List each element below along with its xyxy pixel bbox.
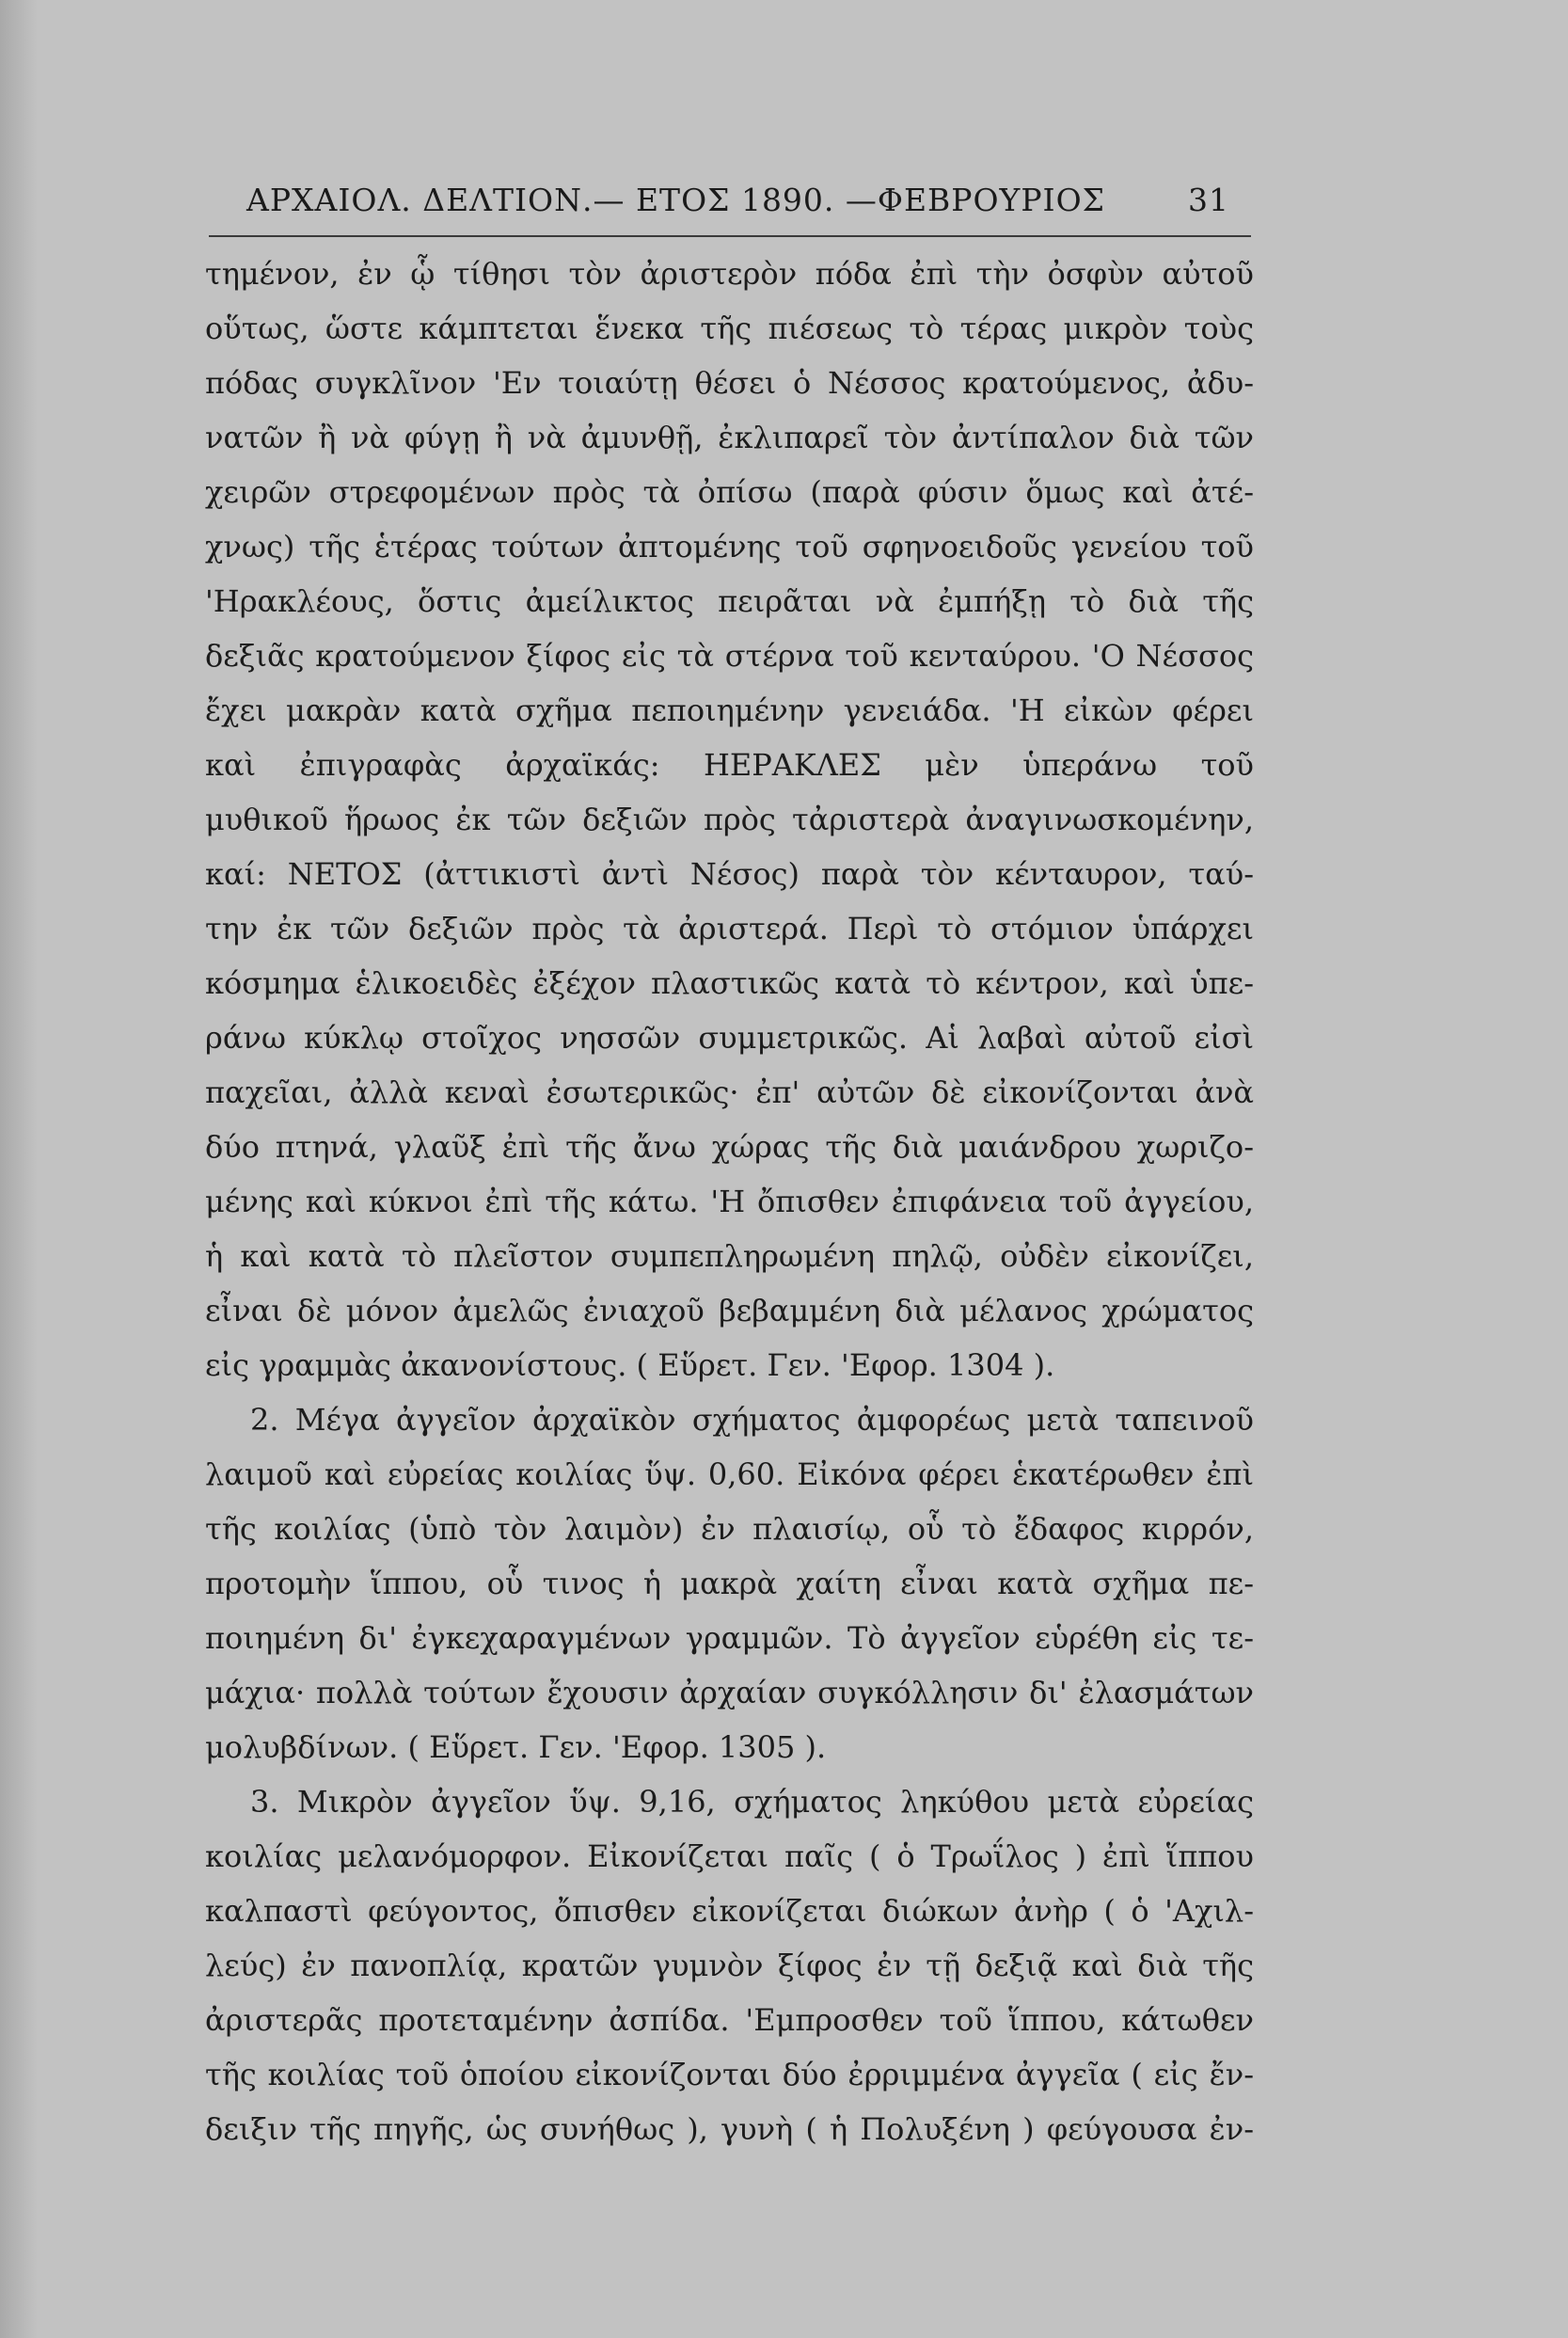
text-line: μένης καὶ κύκνοι ἐπὶ τῆς κάτω. 'Η ὄπισθεν ἐπιφάνεια τοῦ ἀγγείου, <box>205 1184 1254 1219</box>
text-line: μυθικοῦ ἥρωος ἐκ τῶν δεξιῶν πρὸς τἀριστερὰ ἀναγινωσκομένην, <box>205 802 1254 837</box>
text-line: λαιμοῦ καὶ εὐρείας κοιλίας ὕψ. 0,60. Εἰκόνα φέρει ἑκατέρωθεν ἐπὶ <box>205 1456 1254 1492</box>
text-line: κόσμημα ἑλικοειδὲς ἐξέχον πλαστικῶς κατὰ τὸ κέντρον, καὶ ὑπε- <box>205 965 1254 1001</box>
text-line: καλπαστὶ φεύγοντος, ὄπισθεν εἰκονίζεται διώκων ἀνὴρ ( ὁ 'Αχιλ- <box>205 1893 1254 1929</box>
header-rule <box>209 235 1251 237</box>
text-line: χνως) τῆς ἑτέρας τούτων ἀπτομένης τοῦ σφηνοειδοῦς γενείου τοῦ <box>205 529 1254 565</box>
text-line: κοιλίας μελανόμορφον. Εἰκονίζεται παῖς ( ὁ Τρωΐλος ) ἐπὶ ἵππου <box>205 1838 1254 1874</box>
text-line: προτομὴν ἵππου, οὗ τινος ἡ μακρὰ χαίτη εἶναι κατὰ σχῆμα πε- <box>205 1566 1254 1601</box>
scan-edge-shadow <box>0 0 38 2338</box>
text-line: τῆς κοιλίας τοῦ ὁποίου εἰκονίζονται δύο ἐρριμμένα ἀγγεῖα ( εἰς ἔν- <box>205 2057 1254 2092</box>
text-line: ράνω κύκλῳ στοῖχος νησσῶν συμμετρικῶς. Αἱ λαβαὶ αὐτοῦ εἰσὶ <box>205 1020 1254 1056</box>
text-line: οὕτως, ὥστε κάμπτεται ἕνεκα τῆς πιέσεως τὸ τέρας μικρὸν τοὺς <box>205 310 1254 346</box>
text-line: πόδας συγκλῖνον 'Εν τοιαύτῃ θέσει ὁ Νέσσος κρατούμενος, ἀδυ- <box>205 365 1254 401</box>
text-line: ἡ καὶ κατὰ τὸ πλεῖστον συμπεπληρωμένη πηλῷ, οὐδὲν εἰκονίζει, <box>205 1238 1254 1274</box>
text-line: νατῶν ἢ νὰ φύγῃ ἢ νὰ ἀμυνθῇ, ἐκλιπαρεῖ τὸν ἀντίπαλον διὰ τῶν <box>205 420 1254 455</box>
text-line: εἰς γραμμὰς ἀκανονίστους. ( Εὕρετ. Γεν. 'Εφορ. 1304 ). <box>205 1347 1055 1383</box>
text-line: λεύς) ἐν πανοπλίᾳ, κρατῶν γυμνὸν ξίφος ἐν τῇ δεξιᾷ καὶ διὰ τῆς <box>205 1948 1254 1983</box>
running-title: ΑΡΧΑΙΟΛ. ΔΕΛΤΙΟΝ.— ΕΤΟΣ 1890. —ΦΕΒΡΟΥΡΙΟΣ <box>246 182 1105 218</box>
text-line: τῆς κοιλίας (ὑπὸ τὸν λαιμὸν) ἐν πλαισίῳ, οὗ τὸ ἔδαφος κιρρόν, <box>205 1511 1254 1547</box>
text-line: παχεῖαι, ἀλλὰ κεναὶ ἐσωτερικῶς· ἐπ' αὐτῶν δὲ εἰκονίζονται ἀνὰ <box>205 1074 1254 1110</box>
text-line: μάχια· πολλὰ τούτων ἔχουσιν ἀρχαίαν συγκόλλησιν δι' ἐλασμάτων <box>205 1675 1254 1710</box>
text-line: μολυβδίνων. ( Εὕρετ. Γεν. 'Εφορ. 1305 ). <box>205 1729 827 1765</box>
text-line: ἔχει μακρὰν κατὰ σχῆμα πεποιημένην γενειάδα. 'Η εἰκὼν φέρει <box>205 692 1254 728</box>
text-line: καὶ ἐπιγραφὰς ἀρχαϊκάς: ΗΕΡΑΚΛΕΣ μὲν ὑπεράνω τοῦ <box>205 747 1254 783</box>
text-line: ποιημένη δι' ἐγκεχαραγμένων γραμμῶν. Τὸ ἀγγεῖον εὑρέθη εἰς τε- <box>205 1620 1254 1656</box>
body-text <box>205 247 1254 2156</box>
text-line: τημένον, ἐν ᾧ τίθησι τὸν ἀριστερὸν πόδα ἐπὶ τὴν ὀσφὺν αὐτοῦ <box>205 256 1254 292</box>
page-header <box>246 182 1229 234</box>
text-line: καί: ΝΕΤΟΣ (ἀττικιστὶ ἀντὶ Νέσος) παρὰ τὸν κένταυρον, ταύ- <box>205 856 1254 892</box>
text-line: 3. Μικρὸν ἀγγεῖον ὕψ. 9,16, σχήματος ληκύθου μετὰ εὐρείας <box>250 1784 1254 1820</box>
text-line: 2. Μέγα ἀγγεῖον ἀρχαϊκὸν σχήματος ἀμφορέως μετὰ ταπεινοῦ <box>250 1402 1254 1438</box>
page-number: 31 <box>1188 182 1229 218</box>
text-line: χειρῶν στρεφομένων πρὸς τὰ ὀπίσω (παρὰ φύσιν ὅμως καὶ ἀτέ- <box>205 474 1254 510</box>
text-line: εἶναι δὲ μόνον ἀμελῶς ἐνιαχοῦ βεβαμμένη διὰ μέλανος χρώματος <box>205 1293 1254 1328</box>
text-line: δύο πτηνά, γλαῦξ ἐπὶ τῆς ἄνω χώρας τῆς διὰ μαιάνδρου χωριζο- <box>205 1129 1254 1165</box>
text-line: δειξιν τῆς πηγῆς, ὡς συνήθως ), γυνὴ ( ἡ Πολυξένη ) φεύγουσα ἐν- <box>205 2111 1254 2147</box>
text-line: την ἐκ τῶν δεξιῶν πρὸς τὰ ἀριστερά. Περὶ τὸ στόμιον ὑπάρχει <box>205 911 1254 946</box>
text-line: 'Ηρακλέους, ὅστις ἀμείλικτος πειρᾶται νὰ ἐμπήξῃ τὸ διὰ τῆς <box>205 583 1254 619</box>
text-line: δεξιᾶς κρατούμενον ξίφος εἰς τὰ στέρνα τοῦ κενταύρου. 'Ο Νέσσος <box>205 638 1254 674</box>
text-line: ἀριστερᾶς προτεταμένην ἀσπίδα. 'Εμπροσθεν τοῦ ἵππου, κάτωθεν <box>205 2002 1254 2038</box>
